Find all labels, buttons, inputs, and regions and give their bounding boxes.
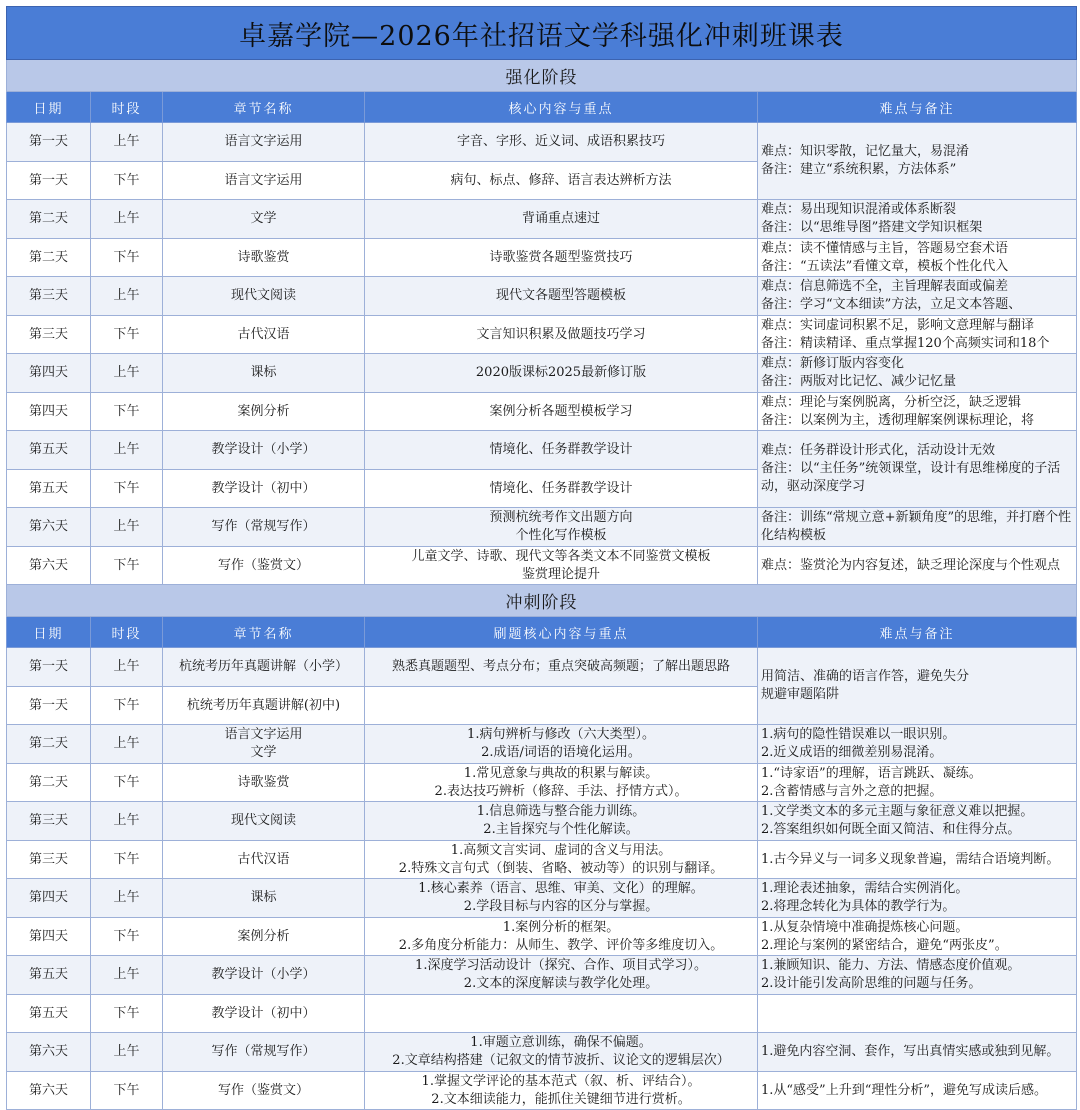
content-text: 1.高频文言实词、虚词的含义与用法。 2.特殊文言句式（倒装、省略、被动等）的识别与翻译。 bbox=[398, 842, 724, 876]
content-cell bbox=[365, 764, 758, 802]
content-cell bbox=[365, 162, 758, 200]
note-cell bbox=[758, 123, 1077, 200]
day-cell: 第一天 bbox=[7, 648, 91, 687]
content-cell bbox=[365, 431, 758, 470]
day-cell: 第一天 bbox=[7, 123, 91, 162]
table-row bbox=[7, 764, 1077, 802]
content-text: 2020版课标2025最新修订版 bbox=[475, 365, 647, 380]
column-header: 难点与备注 bbox=[758, 617, 1077, 648]
content-cell bbox=[365, 239, 758, 277]
note-cell bbox=[758, 200, 1077, 239]
table-row bbox=[7, 725, 1077, 764]
content-cell bbox=[365, 354, 758, 393]
period-cell: 下午 bbox=[91, 470, 163, 508]
note-text: 1.避免内容空洞、套作，写出真情实感或独到见解。 bbox=[761, 1044, 1060, 1059]
period-cell: 下午 bbox=[91, 995, 163, 1033]
chapter-cell bbox=[163, 648, 365, 687]
period-cell: 下午 bbox=[91, 162, 163, 200]
day-cell: 第六天 bbox=[7, 508, 91, 547]
note-text: 1.从“感受”上升到“理性分析”，避免写成读后感。 bbox=[761, 1082, 1047, 1098]
day-cell: 第二天 bbox=[7, 239, 91, 277]
period-cell: 上午 bbox=[91, 725, 163, 764]
day-cell: 第三天 bbox=[7, 316, 91, 354]
period-cell: 上午 bbox=[91, 956, 163, 995]
chapter-text: 课标 bbox=[250, 890, 277, 905]
table-row bbox=[7, 239, 1077, 277]
chapter-cell bbox=[163, 200, 365, 239]
note-cell bbox=[758, 239, 1077, 277]
chapter-cell bbox=[163, 1072, 365, 1110]
content-text: 1.掌握文学评论的基本范式（叙、析、评结合）。 2.文本细读能力，能抓住关键细节进行赏析。 bbox=[421, 1073, 701, 1107]
chapter-text: 写作（常规写作） bbox=[211, 519, 316, 534]
day-cell: 第二天 bbox=[7, 764, 91, 802]
note-text: 用简洁、准确的语言作答，避免失分 规避审题陷阱 bbox=[761, 669, 970, 702]
day-cell: 第二天 bbox=[7, 200, 91, 239]
period-cell: 上午 bbox=[91, 277, 163, 316]
stage-header-row bbox=[7, 60, 1077, 92]
table-row bbox=[7, 995, 1077, 1033]
content-text: 1.病句辨析与修改（六大类型）。 2.成语/词语的语境化运用。 bbox=[467, 727, 655, 760]
chapter-cell bbox=[163, 277, 365, 316]
period-cell: 上午 bbox=[91, 431, 163, 470]
column-header: 核心内容与重点 bbox=[365, 92, 758, 123]
day-cell: 第六天 bbox=[7, 547, 91, 585]
content-text: 字音、字形、近义词、成语积累技巧 bbox=[456, 134, 665, 149]
period-cell: 上午 bbox=[91, 1033, 163, 1072]
day-cell: 第六天 bbox=[7, 1072, 91, 1110]
note-cell bbox=[758, 508, 1077, 547]
chapter-text: 教学设计（初中） bbox=[211, 480, 316, 496]
chapter-text: 写作（常规写作） bbox=[211, 1044, 316, 1059]
content-cell bbox=[365, 277, 758, 316]
column-header: 刷题核心内容与重点 bbox=[365, 617, 758, 648]
content-text: 背诵重点速过 bbox=[521, 211, 600, 226]
content-text: 熟悉真题题型、考点分布；重点突破高频题；了解出题思路 bbox=[391, 659, 730, 674]
note-text: 1.病句的隐性错误难以一眼识别。 2.近义成语的细微差别易混淆。 bbox=[761, 727, 956, 760]
note-cell bbox=[758, 648, 1077, 725]
table-row bbox=[7, 1033, 1077, 1072]
day-cell: 第四天 bbox=[7, 918, 91, 956]
table-row bbox=[7, 879, 1077, 918]
table-row bbox=[7, 802, 1077, 841]
chapter-text: 课标 bbox=[250, 365, 277, 380]
chapter-text: 语言文字运用 bbox=[224, 134, 303, 149]
chapter-cell bbox=[163, 725, 365, 764]
schedule-sheet bbox=[6, 6, 1076, 1110]
column-header: 日期 bbox=[7, 92, 91, 123]
note-text: 难点：知识零散，记忆量大，易混淆 备注：建立“系统积累，方法体系” bbox=[761, 144, 970, 177]
day-cell: 第三天 bbox=[7, 841, 91, 879]
chapter-text: 诗歌鉴赏 bbox=[237, 249, 290, 265]
chapter-text: 教学设计（初中） bbox=[211, 1005, 316, 1021]
chapter-cell bbox=[163, 123, 365, 162]
note-cell bbox=[758, 918, 1077, 956]
column-header-row bbox=[7, 92, 1077, 123]
note-text: 难点：读不懂情感与主旨，答题易空套术语 备注：“五读法”看懂文章，模板个性化代入 bbox=[761, 240, 1009, 274]
chapter-cell bbox=[163, 162, 365, 200]
chapter-cell bbox=[163, 431, 365, 470]
column-header-row bbox=[7, 617, 1077, 648]
period-cell: 下午 bbox=[91, 1072, 163, 1110]
chapter-cell bbox=[163, 802, 365, 841]
content-cell bbox=[365, 547, 758, 585]
chapter-cell bbox=[163, 995, 365, 1033]
note-cell bbox=[758, 841, 1077, 879]
note-cell bbox=[758, 316, 1077, 354]
table-row bbox=[7, 354, 1077, 393]
table-row bbox=[7, 431, 1077, 470]
note-text: 1.理论表述抽象，需结合实例消化。 2.将理念转化为具体的教学行为。 bbox=[761, 881, 969, 914]
page-title: 卓嘉学院—2026年社招语文学科强化冲刺班课表 bbox=[7, 7, 1077, 60]
period-cell: 上午 bbox=[91, 123, 163, 162]
day-cell: 第五天 bbox=[7, 956, 91, 995]
day-cell: 第六天 bbox=[7, 1033, 91, 1072]
chapter-cell bbox=[163, 879, 365, 918]
schedule-table bbox=[6, 6, 1077, 1110]
chapter-cell bbox=[163, 239, 365, 277]
period-cell: 上午 bbox=[91, 648, 163, 687]
content-text: 儿童文学、诗歌、现代文等各类文本不同鉴赏文模板 鉴赏理论提升 bbox=[411, 548, 711, 582]
column-header: 章节名称 bbox=[163, 617, 365, 648]
chapter-text: 古代汉语 bbox=[237, 326, 290, 342]
day-cell: 第一天 bbox=[7, 687, 91, 725]
period-cell: 下午 bbox=[91, 239, 163, 277]
content-text: 病句、标点、修辞、语言表达辨析方法 bbox=[450, 172, 672, 188]
content-text: 情境化、任务群教学设计 bbox=[489, 480, 633, 496]
content-text: 案例分析各题型模板学习 bbox=[489, 403, 633, 419]
chapter-text: 文学 bbox=[250, 211, 277, 226]
note-text: 备注：训练“常规立意+新颖角度”的思维，并打磨个性化结构模板 bbox=[761, 510, 1072, 543]
day-cell: 第二天 bbox=[7, 725, 91, 764]
title-row bbox=[7, 7, 1077, 60]
content-text: 文言知识积累及做题技巧学习 bbox=[476, 326, 646, 342]
table-row bbox=[7, 1072, 1077, 1110]
table-row bbox=[7, 277, 1077, 316]
table-row bbox=[7, 316, 1077, 354]
content-text: 1.案例分析的框架。 2.多角度分析能力：从师生、教学、评价等多维度切入。 bbox=[398, 919, 724, 953]
chapter-text: 杭统考历年真题讲解（小学） bbox=[178, 659, 348, 674]
table-row bbox=[7, 956, 1077, 995]
period-cell: 上午 bbox=[91, 200, 163, 239]
content-cell bbox=[365, 1033, 758, 1072]
note-text: 1.文学类文本的多元主题与象征意义难以把握。 2.答案组织如何既全面又简洁、和住得分点。 bbox=[761, 804, 1034, 837]
chapter-cell bbox=[163, 393, 365, 431]
note-cell bbox=[758, 393, 1077, 431]
content-text: 1.常见意象与典故的积累与解读。 2.表达技巧辨析（修辞、手法、抒情方式）。 bbox=[434, 765, 688, 799]
chapter-text: 现代文阅读 bbox=[230, 288, 296, 303]
content-cell bbox=[365, 725, 758, 764]
note-cell bbox=[758, 1072, 1077, 1110]
content-cell bbox=[365, 1072, 758, 1110]
chapter-text: 教学设计（小学） bbox=[211, 967, 316, 982]
note-cell bbox=[758, 725, 1077, 764]
table-row bbox=[7, 508, 1077, 547]
period-cell: 下午 bbox=[91, 547, 163, 585]
note-text: 1.从复杂情境中准确提炼核心问题。 2.理论与案例的紧密结合，避免“两张皮”。 bbox=[761, 919, 1008, 953]
note-cell bbox=[758, 1033, 1077, 1072]
chapter-cell bbox=[163, 764, 365, 802]
note-text: 难点：理论与案例脱离，分析空泛，缺乏逻辑 备注：以案例为主，透彻理解案例课标理论，将 bbox=[761, 394, 1035, 428]
note-cell bbox=[758, 354, 1077, 393]
day-cell: 第五天 bbox=[7, 995, 91, 1033]
note-cell bbox=[758, 547, 1077, 585]
chapter-text: 语言文字运用 bbox=[224, 172, 303, 188]
content-cell bbox=[365, 393, 758, 431]
note-cell bbox=[758, 802, 1077, 841]
content-text: 1.信息筛选与整合能力训练。 2.主旨探究与个性化解读。 bbox=[476, 804, 646, 837]
chapter-text: 写作（鉴赏文） bbox=[217, 557, 309, 573]
note-cell bbox=[758, 431, 1077, 508]
chapter-text: 教学设计（小学） bbox=[211, 442, 316, 457]
period-cell: 下午 bbox=[91, 841, 163, 879]
table-row bbox=[7, 123, 1077, 162]
day-cell: 第四天 bbox=[7, 879, 91, 918]
column-header: 章节名称 bbox=[163, 92, 365, 123]
period-cell: 上午 bbox=[91, 508, 163, 547]
content-cell bbox=[365, 879, 758, 918]
column-header: 时段 bbox=[91, 92, 163, 123]
chapter-text: 诗歌鉴赏 bbox=[237, 774, 290, 790]
day-cell: 第五天 bbox=[7, 431, 91, 470]
chapter-text: 现代文阅读 bbox=[230, 813, 296, 828]
chapter-text: 写作（鉴赏文） bbox=[217, 1082, 309, 1098]
chapter-cell bbox=[163, 547, 365, 585]
note-cell bbox=[758, 995, 1077, 1033]
period-cell: 上午 bbox=[91, 802, 163, 841]
note-cell bbox=[758, 277, 1077, 316]
note-text: 1.“诗家语”的理解，语言跳跃、凝练。 2.含蓄情感与言外之意的把握。 bbox=[761, 765, 982, 799]
table-row bbox=[7, 648, 1077, 687]
content-cell bbox=[365, 316, 758, 354]
note-text: 难点：信息筛选不全，主旨理解表面或偏差 备注：学习“文本细读”方法，立足文本答题、 bbox=[761, 279, 1022, 312]
period-cell: 下午 bbox=[91, 393, 163, 431]
table-row bbox=[7, 200, 1077, 239]
chapter-text: 语言文字运用 文学 bbox=[224, 727, 303, 760]
table-row bbox=[7, 918, 1077, 956]
note-cell bbox=[758, 764, 1077, 802]
content-cell bbox=[365, 995, 758, 1033]
stage-title: 冲刺阶段 bbox=[7, 585, 1077, 617]
content-text: 诗歌鉴赏各题型鉴赏技巧 bbox=[489, 249, 633, 265]
day-cell: 第三天 bbox=[7, 802, 91, 841]
note-cell bbox=[758, 956, 1077, 995]
period-cell: 下午 bbox=[91, 918, 163, 956]
note-text: 1.兼顾知识、能力、方法、情感态度价值观。 2.设计能引发高阶思维的问题与任务。 bbox=[761, 958, 1021, 991]
period-cell: 上午 bbox=[91, 879, 163, 918]
chapter-cell bbox=[163, 687, 365, 725]
note-text: 难点：任务群设计形式化，活动设计无效 备注：以“主任务”统领课堂，设计有思维梯度的子活动，驱动深度学习 bbox=[761, 443, 1061, 494]
content-cell bbox=[365, 841, 758, 879]
content-text: 情境化、任务群教学设计 bbox=[489, 442, 633, 457]
note-text: 难点：新修订版内容变化 备注：两版对比记忆、减少记忆量 bbox=[761, 356, 957, 389]
content-text: 现代文各题型答题模板 bbox=[495, 288, 626, 303]
period-cell: 下午 bbox=[91, 764, 163, 802]
day-cell: 第一天 bbox=[7, 162, 91, 200]
stage-title: 强化阶段 bbox=[7, 60, 1077, 92]
chapter-text: 杭统考历年真题讲解(初中) bbox=[186, 697, 341, 713]
chapter-cell bbox=[163, 918, 365, 956]
day-cell: 第四天 bbox=[7, 354, 91, 393]
chapter-cell bbox=[163, 354, 365, 393]
content-text: 1.深度学习活动设计（探究、合作、项目式学习）。 2.文本的深度解读与教学化处理。 bbox=[415, 958, 707, 991]
content-text: 1.核心素养（语言、思维、审美、文化）的理解。 2.学段目标与内容的区分与掌握。 bbox=[418, 881, 704, 914]
period-cell: 下午 bbox=[91, 316, 163, 354]
content-cell bbox=[365, 687, 758, 725]
period-cell: 上午 bbox=[91, 354, 163, 393]
table-row bbox=[7, 547, 1077, 585]
content-cell bbox=[365, 508, 758, 547]
content-cell bbox=[365, 956, 758, 995]
chapter-cell bbox=[163, 316, 365, 354]
content-cell bbox=[365, 123, 758, 162]
column-header: 日期 bbox=[7, 617, 91, 648]
content-cell bbox=[365, 200, 758, 239]
table-row bbox=[7, 393, 1077, 431]
period-cell: 下午 bbox=[91, 687, 163, 725]
chapter-text: 案例分析 bbox=[237, 928, 290, 944]
day-cell: 第三天 bbox=[7, 277, 91, 316]
content-cell bbox=[365, 802, 758, 841]
note-text: 难点：易出现知识混淆或体系断裂 备注：以“思维导图”搭建文学知识框架 bbox=[761, 202, 983, 235]
chapter-text: 古代汉语 bbox=[237, 851, 290, 867]
chapter-cell bbox=[163, 508, 365, 547]
chapter-cell bbox=[163, 470, 365, 508]
chapter-cell bbox=[163, 956, 365, 995]
note-text: 1.古今异义与一词多义现象普遍，需结合语境判断。 bbox=[761, 851, 1060, 867]
chapter-text: 案例分析 bbox=[237, 403, 290, 419]
content-cell bbox=[365, 918, 758, 956]
stage-header-row bbox=[7, 585, 1077, 617]
content-text: 预测杭统考作文出题方向 个性化写作模板 bbox=[489, 510, 633, 543]
day-cell: 第四天 bbox=[7, 393, 91, 431]
day-cell: 第五天 bbox=[7, 470, 91, 508]
content-cell bbox=[365, 648, 758, 687]
note-text: 难点：鉴赏沦为内容复述，缺乏理论深度与个性观点 bbox=[761, 557, 1061, 573]
content-cell bbox=[365, 470, 758, 508]
column-header: 难点与备注 bbox=[758, 92, 1077, 123]
note-cell bbox=[758, 879, 1077, 918]
content-text: 1.审题立意训练，确保不偏题。 2.文章结构搭建（记叙文的情节波折、议论文的逻辑层次） bbox=[392, 1035, 730, 1068]
table-row bbox=[7, 841, 1077, 879]
chapter-cell bbox=[163, 1033, 365, 1072]
chapter-cell bbox=[163, 841, 365, 879]
note-text: 难点：实词虚词积累不足，影响文意理解与翻译 备注：精读精译、重点掌握120个高频实词和18个 bbox=[761, 317, 1050, 351]
column-header: 时段 bbox=[91, 617, 163, 648]
